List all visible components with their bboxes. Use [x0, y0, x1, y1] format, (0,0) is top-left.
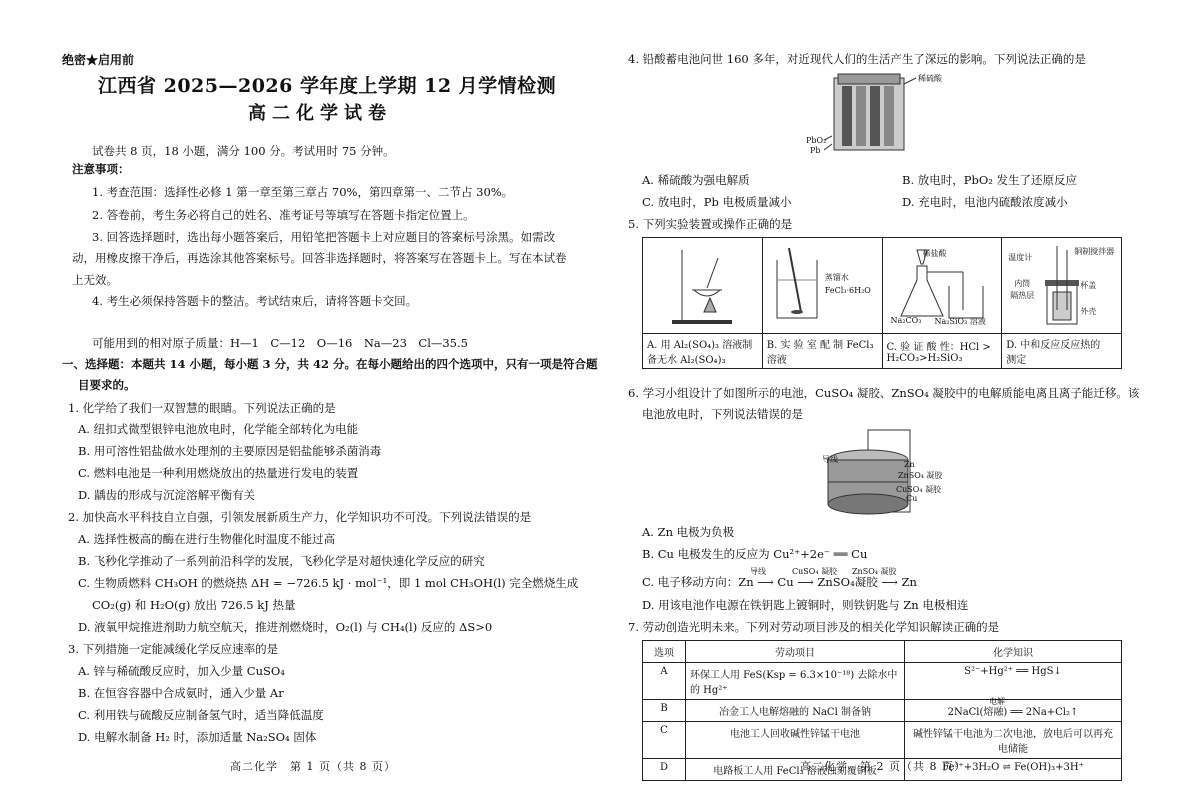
q3-option-b: B. 在恒容容器中合成氨时，通入少量 Ar — [78, 686, 284, 700]
fig-label-water: 蒸馏水 — [824, 273, 849, 282]
q1-stem: 1. 化学给了我们一双智慧的眼睛。下列说法正确的是 — [68, 401, 336, 415]
q6-c-over-cuso4: CuSO₄ 凝胶 — [792, 567, 838, 576]
apparatus-d — [1002, 238, 1122, 334]
fig-label-pb: Pb — [810, 146, 821, 155]
q5-c-line2: H₂CO₃>H₂SiO₃ — [886, 353, 963, 364]
intro-line: 试卷共 8 页，18 小题，满分 100 分。考试用时 75 分钟。 — [92, 144, 395, 158]
fig-label-lid: 杯盖 — [1080, 281, 1097, 290]
q5-d-line1: D. 中和反应反应热的 — [1006, 340, 1101, 351]
q2-stem: 2. 加快高水平科技自立自强，引领发展新质生产力，化学知识功不可没。下列说法错误的是 — [68, 510, 532, 524]
section-heading: 一、选择题：本题共 14 小题，每小题 3 分，共 42 分。在每小题给出的四个选项中，只有一项是符合题 — [62, 357, 598, 371]
q4-option-b: B. 放电时，PbO₂ 发生了还原反应 — [902, 173, 1078, 187]
q4-option-a: A. 稀硫酸为强电解质 — [642, 173, 750, 187]
q4-stem: 4. 铅酸蓄电池问世 160 多年，对近现代人们的生活产生了深远的影响。下列说法正确的是 — [628, 52, 1086, 66]
evaporating-dish-icon — [652, 240, 752, 328]
fig-label-acid: 稀硫酸 — [918, 74, 942, 83]
q7-header-row — [643, 641, 1122, 663]
apparatus-c — [882, 238, 1002, 334]
q6-stem-cont: 电池放电时，下列说法错误的是 — [642, 407, 803, 421]
fig-label-znso4: ZnSO₄ 凝胶 — [898, 471, 943, 480]
q2-option-b: B. 飞秒化学推动了一系列前沿科学的发展，飞秒化学是对超快速化学反应的研究 — [78, 554, 485, 568]
q5-a-line2: 备无水 Al₂(SO₄)₃ — [647, 355, 726, 366]
q2-option-c-cont: CO₂(g) 和 H₂O(g) 放出 726.5 kJ 热量 — [92, 598, 296, 612]
note-3a: 3. 回答选择题时，选出每小题答案后，用铅笔把答题卡上对应题目的答案标号涂黑。如需改 — [92, 230, 556, 244]
exam-subtitle: 高二化学试卷 — [248, 103, 392, 124]
q6-option-c: C. 电子移动方向：Zn ⟶ Cu ⟶ ZnSO₄凝胶 ⟶ Zn — [642, 575, 917, 589]
q1-option-d: D. 龋齿的形成与沉淀溶解平衡有关 — [78, 488, 256, 502]
apparatus-b — [762, 238, 882, 334]
fig-label-cu: Cu — [906, 494, 918, 503]
q6-stem: 6. 学习小组设计了如图所示的电池，CuSO₄ 凝胶、ZnSO₄ 凝胶中的电解质能电离且离子能迁移。该 — [628, 386, 1140, 400]
q5-option-c — [882, 334, 1002, 369]
atomic-masses: 可能用到的相对原子质量：H—1 C—12 O—16 Na—23 Cl—35.5 — [92, 336, 468, 350]
q3-stem: 3. 下列措施一定能减缓化学反应速率的是 — [68, 642, 279, 656]
q7-cell: 电路板工人用 FeCl₃ 溶液蚀刻覆铜板 — [686, 759, 905, 781]
fig-label-cuso4: CuSO₄ 凝胶 — [896, 485, 942, 494]
q7-cell: 环保工人用 FeS(Ksp = 6.3×10⁻¹⁸) 去除水中的 Hg²⁺ — [686, 663, 905, 700]
page-footer-left: 高二化学 第 1 页（共 8 页） — [230, 760, 396, 773]
note-2: 2. 答卷前，考生务必将自己的姓名、准考证号等填写在答题卡指定位置上。 — [92, 208, 475, 222]
q7-header-cell: 化学知识 — [905, 641, 1122, 663]
q1-option-b: B. 用可溶性铝盐做水处理剂的主要原因是铝盐能够杀菌消毒 — [78, 444, 382, 458]
q6-c-over-wire: 导线 — [750, 567, 766, 576]
q5-d-line2: 测定 — [1006, 355, 1027, 366]
q5-option-a — [643, 334, 763, 369]
q7-cell: B — [643, 700, 686, 722]
electrolysis-label: 电解 — [989, 697, 1005, 706]
q1-option-a: A. 纽扣式微型银锌电池放电时，化学能全部转化为电能 — [78, 422, 359, 436]
q6-option-b: B. Cu 电极发生的反应为 Cu²⁺+2e⁻ ══ Cu — [642, 547, 868, 561]
q7-cell: S²⁻+Hg²⁺ ══ HgS↓ — [905, 663, 1122, 700]
q2-option-d: D. 液氧甲烷推进剂助力航空航天，推进剂燃烧时，O₂(l) 与 CH₄(l) 反应的 ΔS>0 — [78, 620, 493, 634]
beaker-icon — [767, 240, 877, 328]
q7-cell-electrolysis — [905, 697, 1122, 722]
q2-option-c: C. 生物质燃料 CH₃OH 的燃烧热 ΔH = −726.5 kJ · mol⁻¹，即 1 mol CH₃OH(l) 完全燃烧生成 — [78, 576, 579, 590]
apparatus-a — [643, 238, 763, 334]
q5-b-line2: 溶液 — [766, 355, 787, 366]
fig-label-stirrer: 铜制搅拌器 — [1074, 247, 1115, 256]
note-1: 1. 考查范围：选择性必修 1 第一章至第三章占 70%，第四章第一、二节占 30%。 — [92, 185, 514, 199]
note-3c: 上无效。 — [72, 273, 118, 287]
fig-label-outer: 外壳 — [1080, 307, 1097, 316]
q3-option-d: D. 电解水制备 H₂ 时，添加适量 Na₂SO₄ 固体 — [78, 730, 317, 744]
fig-label-insulation: 隔热层 — [1010, 291, 1035, 300]
q6-option-a: A. Zn 电极为负极 — [642, 525, 735, 539]
q5-a-line1: A. 用 Al₂(SO₄)₃ 溶液制 — [647, 340, 753, 351]
page-footer-right: 高二化学 第 2 页（共 8 页） — [800, 760, 966, 773]
q4-option-d: D. 充电时，电池内硫酸浓度减小 — [902, 195, 1068, 209]
q1-option-c: C. 燃料电池是一种利用燃烧放出的热量进行发电的装置 — [78, 466, 359, 480]
q5-b-line1: B. 实 验 室 配 制 FeCl₃ — [766, 340, 874, 351]
fig-label-thermometer: 温度计 — [1008, 253, 1033, 262]
q7-cell: Fe³⁺+3H₂O ⇌ Fe(OH)₃+3H⁺ — [905, 759, 1122, 781]
q7-header-cell: 选项 — [643, 641, 686, 663]
q3-option-c: C. 利用铁与硫酸反应制备氢气时，适当降低温度 — [78, 708, 324, 722]
q5-c-line1: C. 验 证 酸 性：HCl > — [886, 342, 991, 353]
fig-label-pbo2: PbO₂ — [806, 136, 827, 145]
q7-cell: C — [643, 722, 686, 759]
q5-stem: 5. 下列实验装置或操作正确的是 — [628, 217, 793, 231]
q7-cell: 电池工人回收碱性锌锰干电池 — [686, 722, 905, 759]
exam-title: 江西省 2025—2026 学年度上学期 12 月学情检测 — [98, 75, 557, 97]
q7-cell: 2NaCl(熔融) ══ 2Na+Cl₂↑ — [947, 707, 1079, 718]
table-row — [643, 722, 1122, 759]
q2-option-a: A. 选择性极高的酶在进行生物催化时温度不能过高 — [78, 532, 336, 546]
section-heading-cont: 目要求的。 — [78, 378, 136, 392]
q7-cell: D — [643, 759, 686, 781]
fig-label-hcl: 稀盐酸 — [922, 249, 947, 258]
q6-option-d: D. 用该电池作电源在铁钥匙上镀铜时，则铁钥匙与 Zn 电极相连 — [642, 598, 969, 612]
fig-label-inner: 内筒 — [1014, 279, 1031, 288]
note-3b: 动，用橡皮擦干净后，再选涂其他答案标号。回答非选择题时，将答案写在答题卡上。写在本试卷 — [72, 251, 567, 265]
q7-cell: A — [643, 663, 686, 700]
notes-title: 注意事项： — [72, 162, 130, 176]
note-4: 4. 考生必须保持答题卡的整洁。考试结束后，请将答题卡交回。 — [92, 294, 418, 308]
fig-label-na2sio3: Na₂SiO₃ 溶液 — [934, 317, 986, 326]
q3-option-a: A. 锌与稀硫酸反应时，加入少量 CuSO₄ — [78, 664, 285, 678]
q4-option-c: C. 放电时，Pb 电极质量减小 — [642, 195, 792, 209]
q5-option-b — [762, 334, 882, 369]
q5-apparatus-table — [642, 237, 1122, 369]
q7-stem: 7. 劳动创造光明未来。下列对劳动项目涉及的相关化学知识解读正确的是 — [628, 620, 1000, 634]
fig-label-wire: 导线 — [822, 455, 838, 464]
secret-label: 绝密★启用前 — [62, 53, 135, 67]
table-row — [643, 663, 1122, 700]
fig-label-fecl3: FeCl₃·6H₂O — [824, 286, 871, 295]
q7-header-cell: 劳动项目 — [686, 641, 905, 663]
fig-label-zn: Zn — [904, 460, 915, 469]
fig-label-na2co3: Na₂CO₃ — [890, 316, 922, 325]
table-row — [643, 700, 1122, 722]
q7-cell: 碱性锌锰干电池为二次电池，放电后可以再充电储能 — [905, 722, 1122, 759]
q5-option-d — [1002, 334, 1122, 369]
q6-c-over-znso4: ZnSO₄ 凝胶 — [852, 567, 897, 576]
q7-cell: 冶金工人电解熔融的 NaCl 制备钠 — [686, 700, 905, 722]
